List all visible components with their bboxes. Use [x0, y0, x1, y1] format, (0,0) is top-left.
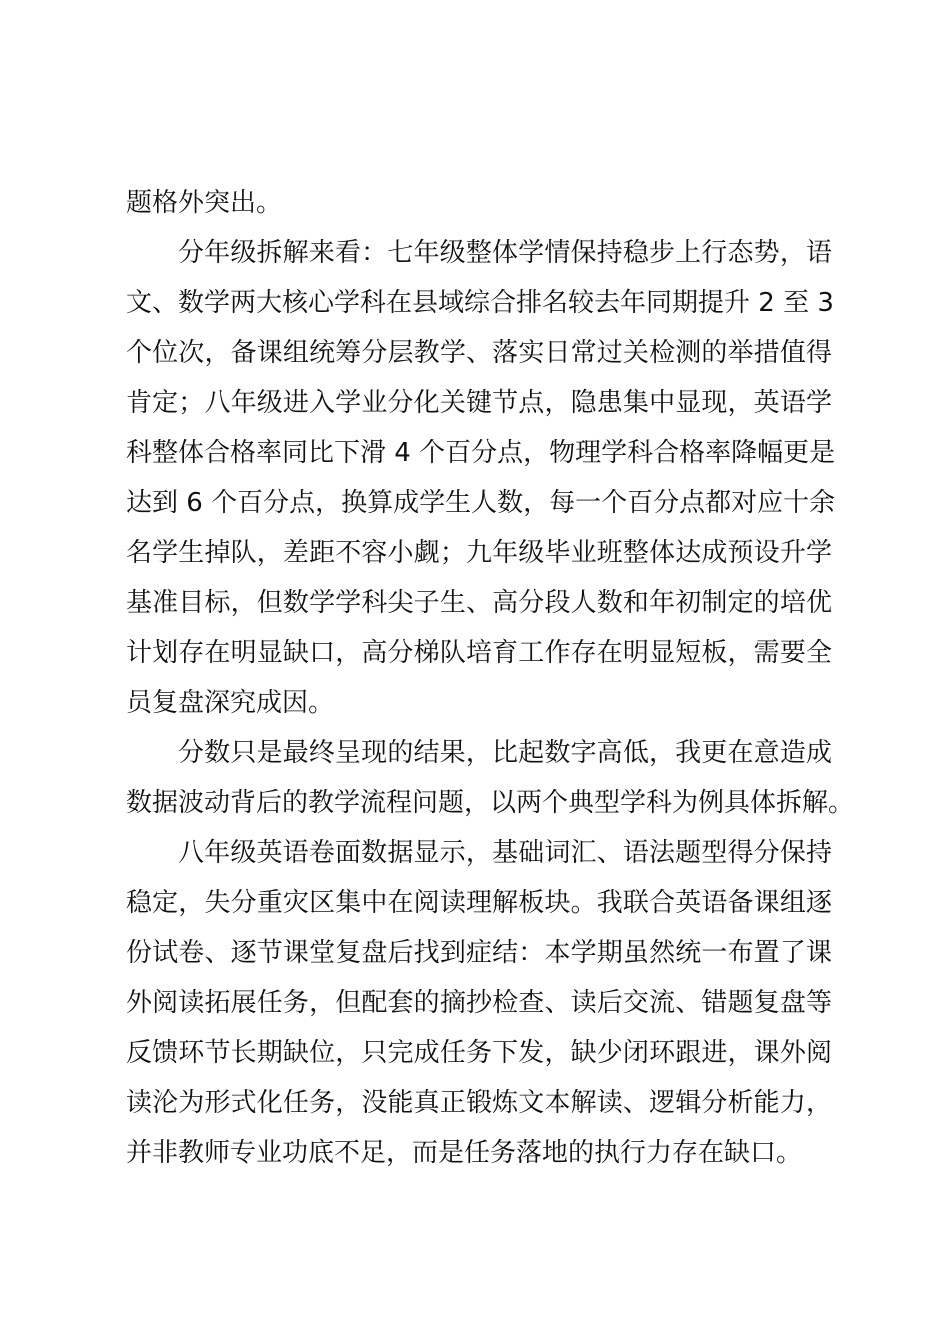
paragraph-line: 数据波动背后的教学流程问题，以两个典型学科为例具体拆解。 — [126, 788, 855, 818]
paragraph-line: 科整体合格率同比下滑 4 个百分点，物理学科合格率降幅更是 — [126, 438, 836, 468]
paragraph-line: 文、数学两大核心学科在县域综合排名较去年同期提升 2 至 3 — [126, 288, 834, 318]
paragraph-line: 并非教师专业功底不足，而是任务落地的执行力存在缺口。 — [126, 1138, 803, 1168]
paragraph-line: 分年级拆解来看：七年级整体学情保持稳步上行态势，语 — [178, 238, 832, 268]
paragraph-line: 达到 6 个百分点，换算成学生人数，每一个百分点都对应十余 — [126, 488, 836, 518]
paragraph-line: 反馈环节长期缺位，只完成任务下发，缺少闭环跟进，课外阅 — [126, 1038, 832, 1068]
paragraph-line: 个位次，备课组统筹分层教学、落实日常过关检测的举措值得 — [126, 338, 832, 368]
paragraph-line: 外阅读拓展任务，但配套的摘抄检查、读后交流、错题复盘等 — [126, 988, 832, 1018]
paragraph-line: 八年级英语卷面数据显示，基础词汇、语法题型得分保持 — [178, 838, 832, 868]
paragraph-line: 员复盘深究成因。 — [126, 688, 335, 718]
paragraph-line: 稳定，失分重灾区集中在阅读理解板块。我联合英语备课组逐 — [126, 888, 832, 918]
paragraph-line: 读沦为形式化任务，没能真正锻炼文本解读、逻辑分析能力， — [126, 1088, 832, 1118]
paragraph-line: 题格外突出。 — [126, 188, 283, 218]
paragraph-line: 名学生掉队，差距不容小觑；九年级毕业班整体达成预设升学 — [126, 538, 832, 568]
paragraph-line: 分数只是最终呈现的结果，比起数字高低，我更在意造成 — [178, 738, 832, 768]
paragraph-line: 份试卷、逐节课堂复盘后找到症结：本学期虽然统一布置了课 — [126, 938, 832, 968]
paragraph-line: 基准目标，但数学学科尖子生、高分段人数和年初制定的培优 — [126, 588, 832, 618]
paragraph-line: 肯定；八年级进入学业分化关键节点，隐患集中显现，英语学 — [126, 388, 832, 418]
paragraph-line: 计划存在明显缺口，高分梯队培育工作存在明显短板，需要全 — [126, 638, 832, 668]
